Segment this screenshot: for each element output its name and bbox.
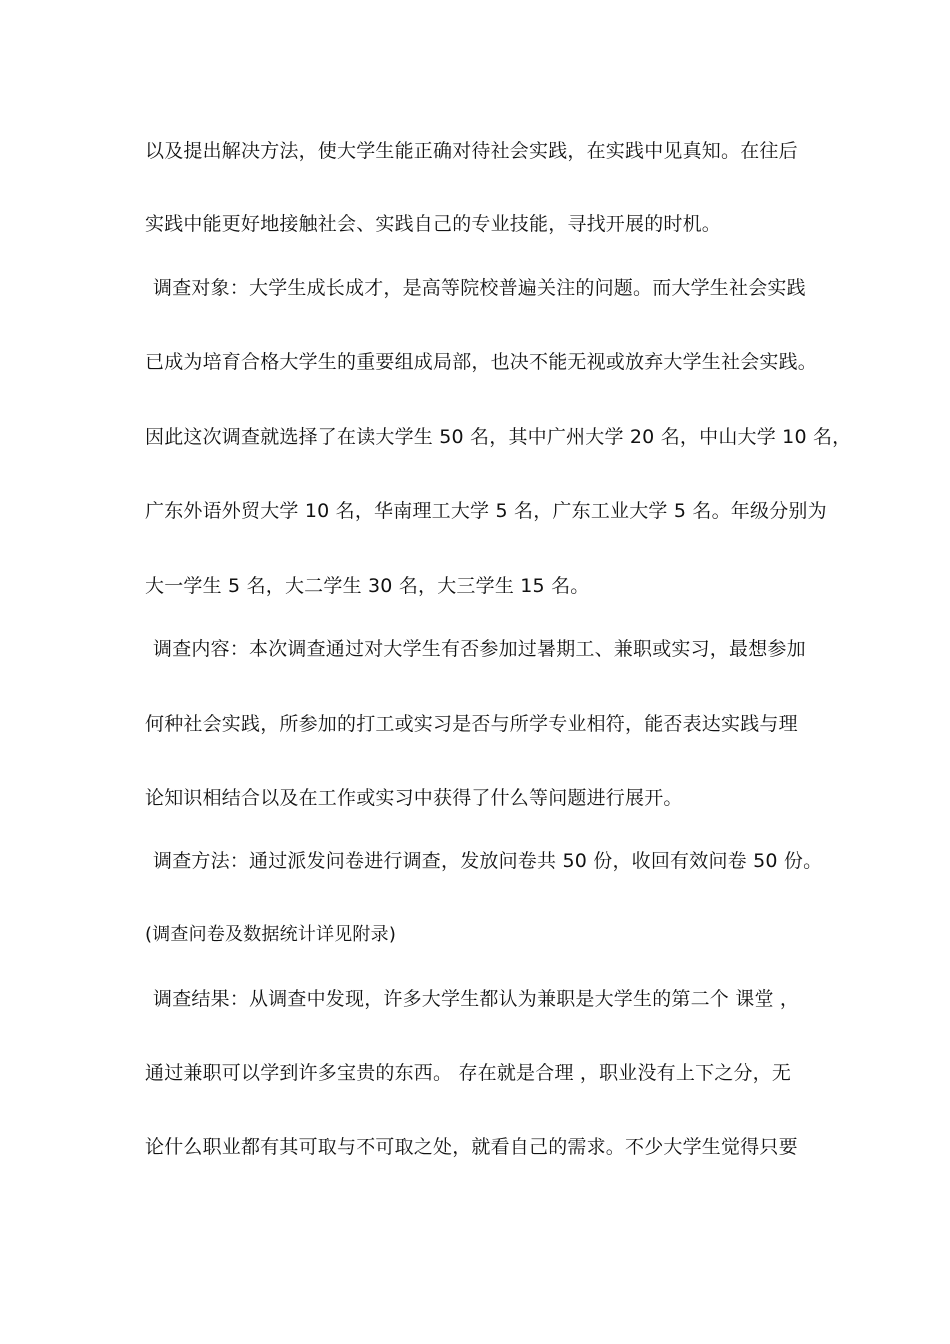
paragraph-line: 因此这次调查就选择了在读大学生 50 名，其中广州大学 20 名，中山大学 10 名，	[145, 426, 852, 448]
paragraph-line: 大一学生 5 名，大二学生 30 名，大三学生 15 名。	[145, 575, 590, 597]
paragraph-line: 论知识相结合以及在工作或实习中获得了什么等问题进行展开。	[145, 787, 683, 809]
paragraph-line-survey-subject: 调查对象：大学生成长成才，是高等院校普遍关注的问题。而大学生社会实践	[153, 277, 806, 299]
paragraph-line: 广东外语外贸大学 10 名，华南理工大学 5 名，广东工业大学 5 名。年级分别为	[145, 500, 827, 522]
paragraph-line: 以及提出解决方法，使大学生能正确对待社会实践，在实践中见真知。在往后	[145, 140, 798, 162]
paragraph-line: 已成为培育合格大学生的重要组成局部，也决不能无视或放弃大学生社会实践。	[145, 351, 818, 373]
paragraph-line: 论什么职业都有其可取与不可取之处，就看自己的需求。不少大学生觉得只要	[145, 1136, 798, 1158]
paragraph-line-survey-result: 调查结果：从调查中发现，许多大学生都认为兼职是大学生的第二个 课堂 ，	[153, 988, 800, 1010]
paragraph-line: 通过兼职可以学到许多宝贵的东西。 存在就是合理 ，职业没有上下之分，无	[145, 1062, 792, 1084]
paragraph-line: 何种社会实践，所参加的打工或实习是否与所学专业相符，能否表达实践与理	[145, 713, 798, 735]
appendix-note: (调查问卷及数据统计详见附录)	[145, 924, 397, 945]
paragraph-line-survey-method: 调查方法：通过派发问卷进行调查，发放问卷共 50 份，收回有效问卷 50 份。	[153, 850, 823, 872]
paragraph-line: 实践中能更好地接触社会、实践自己的专业技能，寻找开展的时机。	[145, 213, 722, 235]
paragraph-line-survey-content: 调查内容：本次调查通过对大学生有否参加过暑期工、兼职或实习，最想参加	[153, 638, 806, 660]
